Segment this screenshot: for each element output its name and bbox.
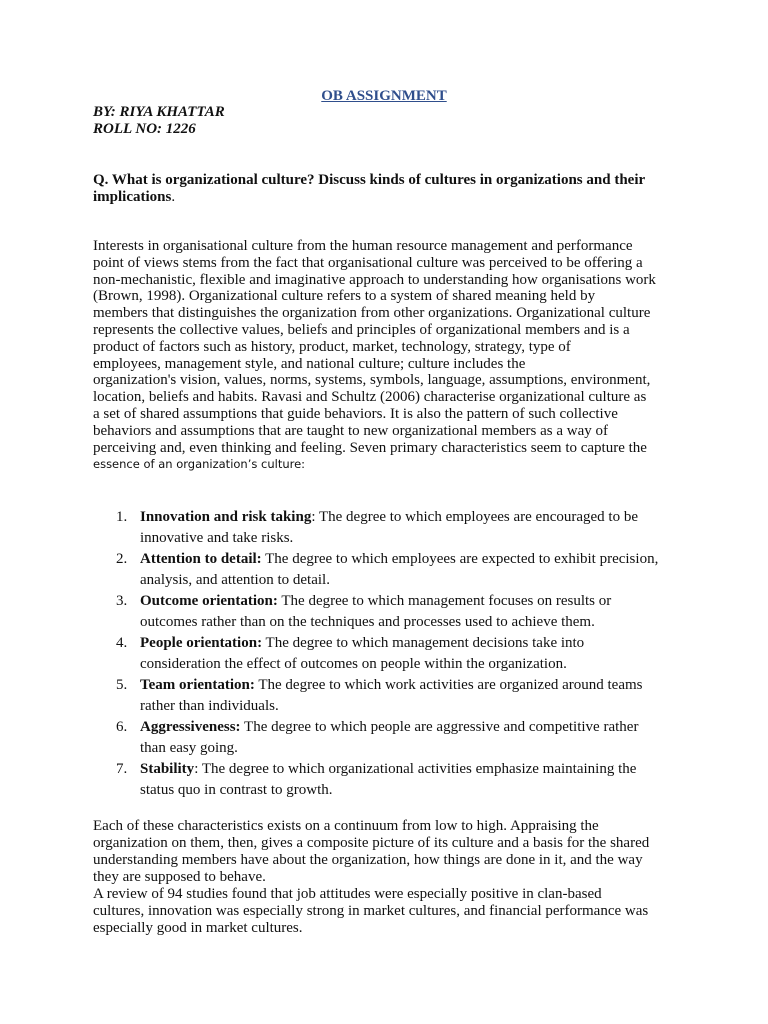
intro-paragraph — [93, 238, 693, 473]
document-title: OB ASSIGNMENT — [321, 88, 447, 104]
question-trailing-period: . — [171, 189, 176, 205]
list-number: 6. — [116, 719, 128, 735]
paragraph-line: non-mechanistic, flexible and imaginative approach to understanding how organisations work — [93, 271, 656, 288]
characteristic-term: Aggressiveness: — [140, 719, 241, 735]
characteristic-description-continued: outcomes rather than on the techniques and processes used to achieve them. — [140, 614, 595, 630]
paragraph-line: organization's vision, values, norms, systems, symbols, language, assumptions, environment, — [93, 372, 651, 389]
characteristic-description-continued: analysis, and attention to detail. — [140, 572, 330, 588]
characteristic-description-continued: rather than individuals. — [140, 698, 279, 714]
list-number: 7. — [116, 761, 128, 777]
list-item — [93, 549, 693, 591]
list-item — [93, 507, 693, 549]
question-bold-text: Q. What is organizational culture? Discuss kinds of cultures in organizations and their implications — [93, 172, 645, 205]
list-item — [93, 759, 693, 801]
paragraph-line: a set of shared assumptions that guide behaviors. It is also the pattern of such collective — [93, 405, 618, 422]
term-separator: : — [194, 761, 199, 777]
paragraph-line: (Brown, 1998). Organizational culture refers to a system of shared meaning held by — [93, 288, 596, 305]
paragraph-line: Interests in organisational culture from the human resource management and performance — [93, 238, 633, 254]
list-number: 4. — [116, 635, 128, 651]
characteristic-description-continued: consideration the effect of outcomes on people within the organization. — [140, 656, 567, 672]
paragraph-line: employees, management style, and national culture; culture includes the — [93, 355, 526, 372]
paragraph-line: cultures, innovation was especially strong in market cultures, and financial performance was — [93, 903, 649, 919]
paragraph-line: Each of these characteristics exists on a continuum from low to high. Appraising the — [93, 818, 599, 834]
list-number: 3. — [116, 593, 128, 609]
characteristic-description: The degree to which organizational activities emphasize maintaining the — [198, 761, 637, 777]
list-number: 2. — [116, 551, 128, 567]
list-item — [93, 675, 693, 717]
paragraph-line: perceiving and, even thinking and feeling. Seven primary characteristics seem to capture the — [93, 439, 647, 456]
question-text — [93, 172, 693, 206]
characteristic-description-continued: status quo in contrast to growth. — [140, 782, 333, 798]
characteristic-description: The degree to which employees are encouraged to be — [315, 509, 638, 525]
list-item — [93, 633, 693, 675]
roll-number-line: ROLL NO: 1226 — [93, 121, 196, 137]
paragraph-line: behaviors and assumptions that are taught to new organizational members as a way of — [93, 422, 608, 439]
paragraph-line: location, beliefs and habits. Ravasi and Schultz (2006) characterise organizational culture as — [93, 389, 647, 406]
paragraph-line: members that distinguishes the organization from other organizations. Organizational culture — [93, 305, 651, 322]
list-number: 1. — [116, 509, 128, 525]
characteristic-description: The degree to which work activities are organized around teams — [254, 677, 643, 693]
characteristic-term: Stability — [140, 761, 195, 777]
characteristic-term: Outcome orientation: — [140, 593, 278, 609]
paragraph-line: product of factors such as history, product, market, technology, strategy, type of — [93, 338, 571, 355]
paragraph-line: point of views stems from the fact that organisational culture was perceived to be offering a — [93, 254, 643, 271]
characteristic-description: The degree to which management decisions take into — [262, 635, 585, 651]
list-number: 5. — [116, 677, 128, 693]
characteristic-term: People orientation: — [140, 635, 263, 651]
characteristics-list — [93, 507, 693, 801]
paragraph-line: organization on them, then, gives a composite picture of its culture and a basis for the shared — [93, 835, 650, 851]
characteristic-description-continued: than easy going. — [140, 740, 238, 756]
list-item — [93, 717, 693, 759]
author-line: BY: RIYA KHATTAR — [93, 104, 225, 120]
characteristic-description: The degree to which employees are expected to exhibit precision, — [261, 551, 659, 567]
list-item — [93, 591, 693, 633]
paragraph-line: understanding members have about the organization, how things are done in it, and the way — [93, 852, 643, 868]
term-separator: : — [311, 509, 316, 525]
characteristic-description: The degree to which people are aggressive and competitive rather — [240, 719, 639, 735]
paragraph-line: A review of 94 studies found that job attitudes were especially positive in clan-based — [93, 886, 602, 902]
characteristic-description: The degree to which management focuses on results or — [277, 593, 612, 609]
paragraph-last-line: essence of an organization’s culture: — [93, 457, 306, 472]
characteristic-term: Innovation and risk taking — [140, 509, 312, 525]
paragraph-line: they are supposed to behave. — [93, 869, 266, 885]
characteristic-term: Team orientation: — [140, 677, 255, 693]
characteristic-description-continued: innovative and take risks. — [140, 530, 294, 546]
paragraph-line: especially good in market cultures. — [93, 920, 303, 936]
characteristic-term: Attention to detail: — [140, 551, 262, 567]
paragraph-line: represents the collective values, beliefs and principles of organizational members and is a — [93, 321, 630, 338]
closing-paragraph — [93, 818, 693, 937]
